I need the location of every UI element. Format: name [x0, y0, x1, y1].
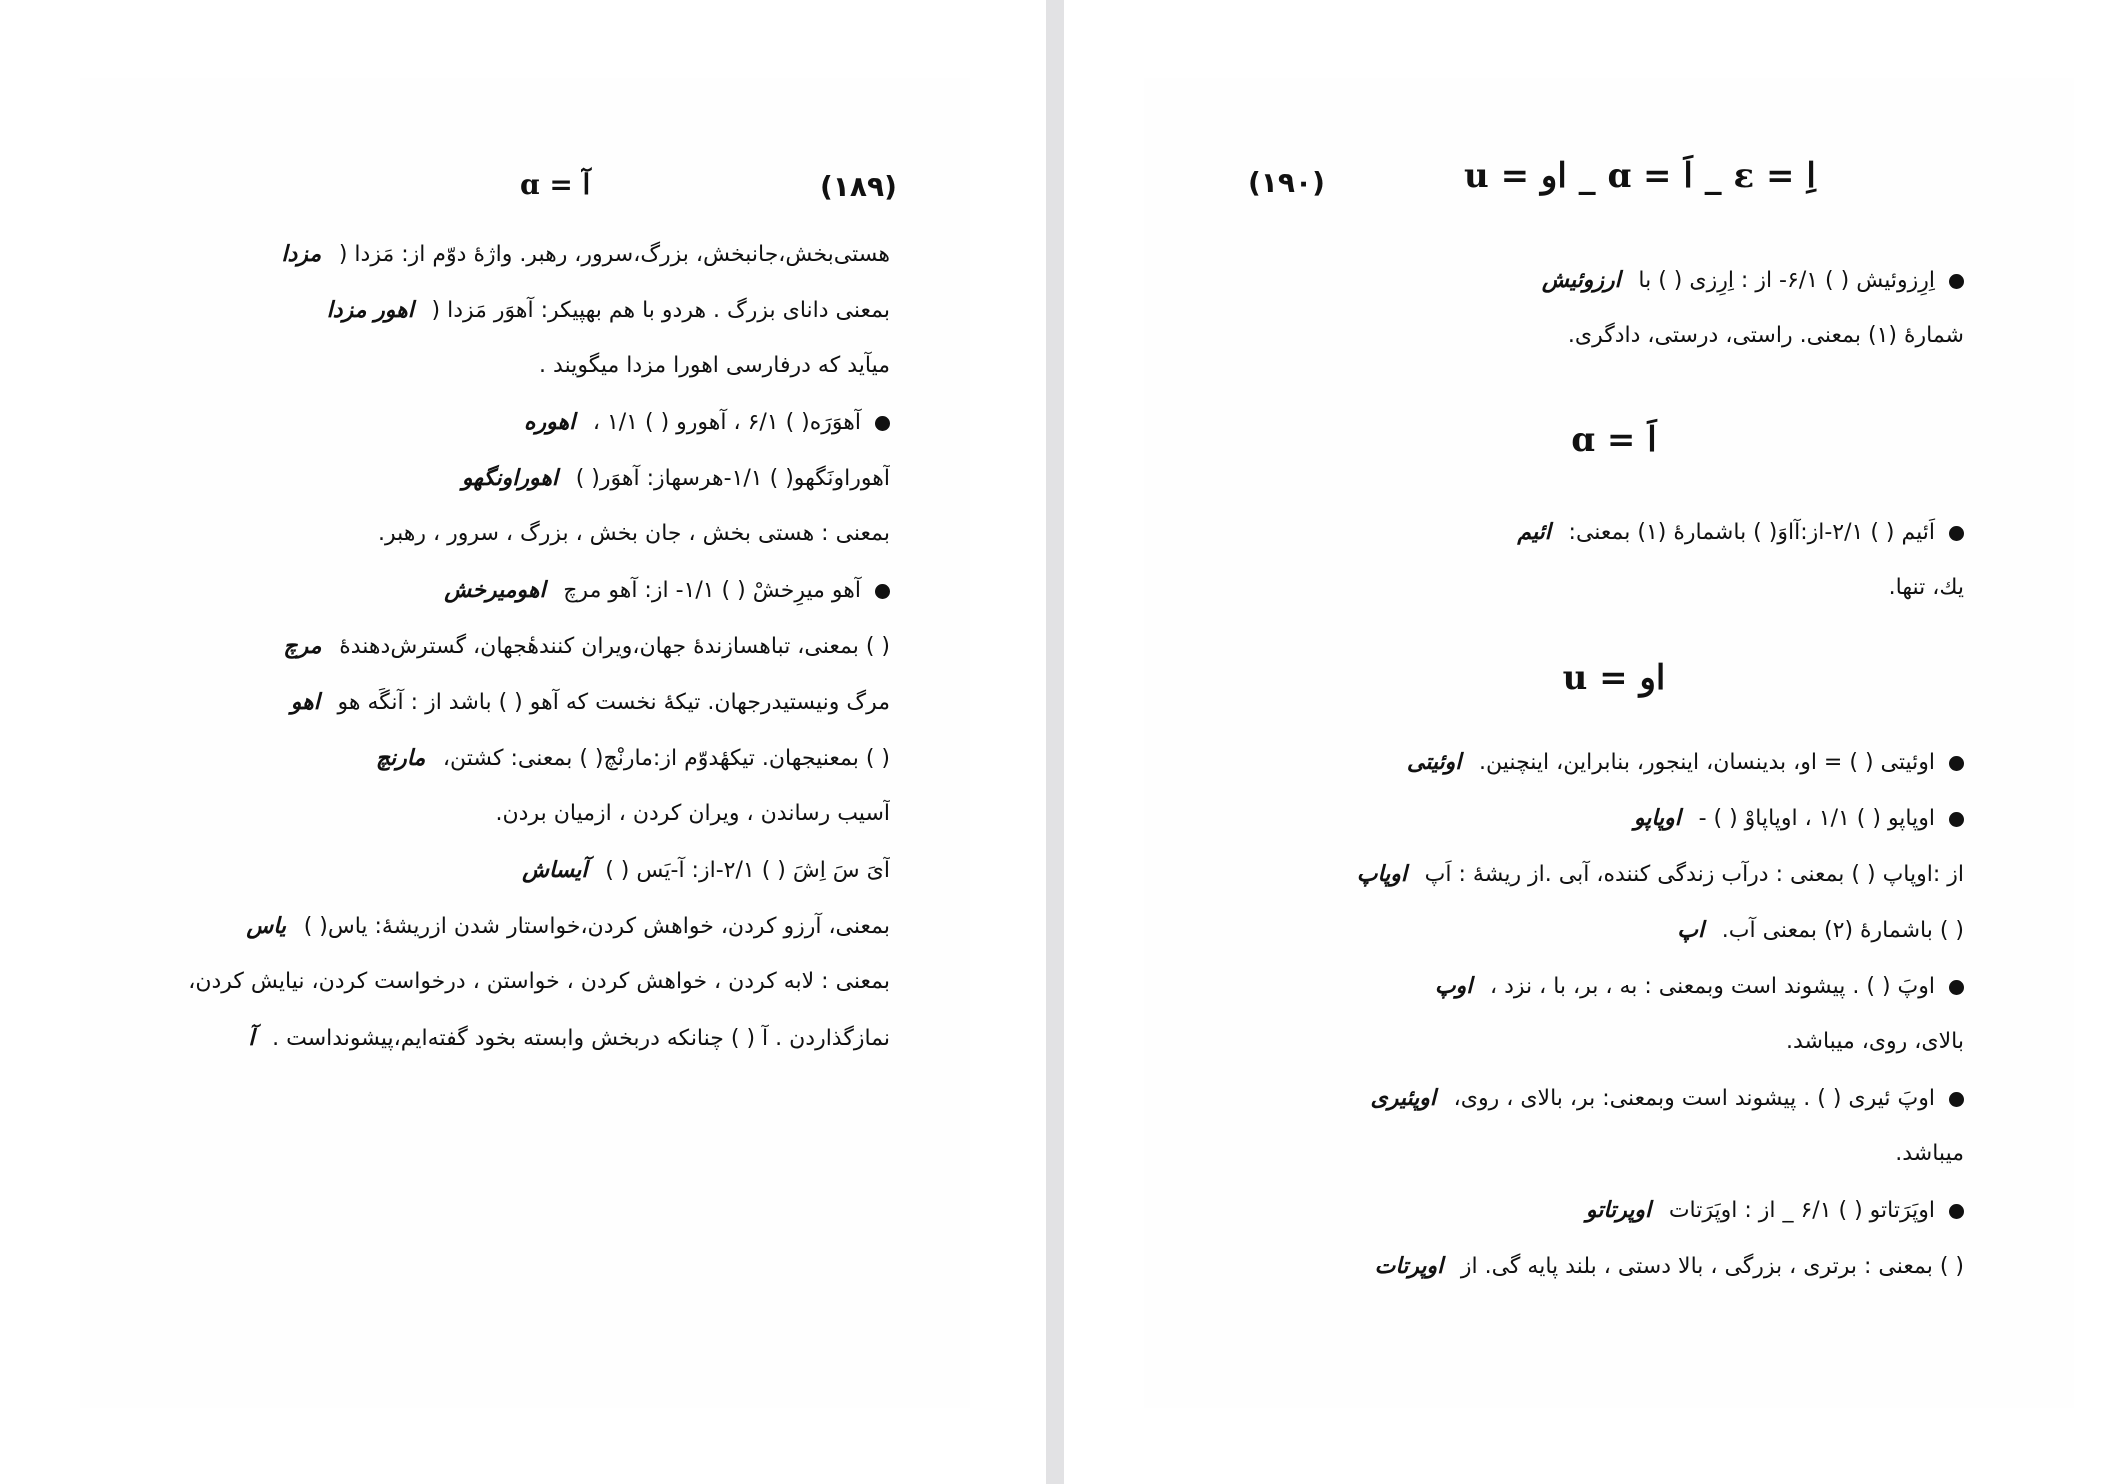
avestan-script: اوپ: [1434, 973, 1480, 999]
line-text: آهوَرَه( ) ۶/۱ ، آهورو ( ) ۱/۱ ،: [592, 410, 861, 435]
line-text: بمعنی : هستی بخش ، جان بخش ، بزرگ ، سرور ، رهبر.: [378, 521, 890, 546]
line-text: ( ) باشمارهٔ (۲) بمعنی آب.: [1721, 918, 1964, 943]
text-line: [1234, 1014, 1964, 1070]
avestan-script: اوپئیری: [1370, 1085, 1444, 1111]
avestan-script: اوپرتاتو: [1585, 1197, 1659, 1223]
text-line: [175, 226, 890, 282]
text-line: [175, 898, 890, 954]
line-text: بمعنی : لابه کردن ، خواهش کردن ، خواستن ، درخواست کردن، نیایش کردن،: [188, 969, 890, 994]
line-text: اوپَ ئیری ( ) . پیشوند است وبمعنی: بر، بالای ، روی،: [1453, 1086, 1935, 1111]
avestan-script: اپ: [1677, 917, 1712, 943]
line-text: بمعنی دانای بزرگ . هردو با هم بهپیکر: آهوَر مَزدا (: [431, 298, 890, 323]
bullet-icon: [1949, 756, 1964, 771]
avestan-script: اوپرتات: [1374, 1253, 1451, 1279]
line-text: آهوراونَگهو( ) ۱/۱-هرسهاز: آهوَر( ): [575, 466, 890, 491]
text-line: [1234, 308, 1964, 364]
line-text: شمارهٔ (۱) بمعنی. راستی، درستی، دادگری.: [1567, 323, 1964, 348]
text-line: [1234, 1126, 1964, 1182]
line-text: اَئیم ( ) ۲/۱-از:آاوَ( ) باشمارهٔ (۱) بمعنی:: [1568, 520, 1935, 545]
text-line: [1234, 902, 1964, 958]
line-text: ( ) بمعنی : برتری ، بزرگی ، بالا دستی ، بلند پایه گی. از: [1460, 1254, 1964, 1279]
right-section-3-text: [1234, 734, 1964, 1294]
line-text: میباشد.: [1895, 1141, 1964, 1166]
line-text: اوپاپو ( ) ۱/۱ ، اوپاپاوْ ( ) -: [1698, 806, 1935, 831]
line-text: میآید که درفارسی اهورا مزدا میگویند .: [539, 353, 890, 378]
avestan-script: مارنچ: [375, 745, 433, 771]
text-line: [175, 506, 890, 562]
text-line: [1234, 734, 1964, 790]
bullet-icon: [1949, 980, 1964, 995]
section-heading: اَ = ɑ: [1571, 420, 1657, 460]
line-text: اوئیتی ( ) = او، بدینسان، اینجور، بنابراین، اینچنین.: [1479, 750, 1935, 775]
line-text: آیَ سَ اِشَ ( ) ۲/۱-از: آ-یَس ( ): [605, 858, 890, 883]
text-line: [175, 562, 890, 618]
line-text: اوپَرَتاتو ( ) ۶/۱ _ از : اوپَرَتات: [1668, 1198, 1935, 1223]
line-text: ( ) بمعنیجهان. تیکهٔدوّم از:مارنْچ( ) بمعنی: کشتن،: [442, 746, 890, 771]
text-line: [1234, 958, 1964, 1014]
line-text: آهو میرِخشْ ( ) ۱/۱- از: آهو مرچ: [563, 578, 861, 603]
bullet-icon: [1949, 1204, 1964, 1219]
text-line: [175, 842, 890, 898]
page-header-letter: آ = ɑ: [520, 168, 591, 201]
text-line: [175, 730, 890, 786]
line-text: نمازگذاردن . آ ( ) چنانکه دربخش وابسته بخود گفته‌ایم،پیشونداست .: [272, 1026, 890, 1051]
avestan-script: اهو: [290, 689, 328, 715]
avestan-script: اهومیرخش: [444, 577, 554, 603]
text-line: [175, 394, 890, 450]
text-line: [1234, 1182, 1964, 1238]
section-heading: او = u: [1562, 658, 1666, 698]
left-page: [0, 0, 1046, 1484]
bullet-icon: [1949, 274, 1964, 289]
avestan-script: اوپاپو: [1633, 805, 1689, 831]
text-line: [1234, 1070, 1964, 1126]
line-text: یك، تنها.: [1888, 575, 1964, 600]
text-line: [1234, 790, 1964, 846]
text-line: [175, 954, 890, 1010]
text-line: [1234, 846, 1964, 902]
bullet-icon: [875, 416, 890, 431]
avestan-script: آ: [248, 1025, 263, 1051]
text-line: [1234, 560, 1964, 616]
bullet-icon: [1949, 1092, 1964, 1107]
line-text: اِرِزوئیش ( ) ۶/۱- از : اِرِزی ( ) با: [1638, 268, 1935, 293]
text-line: [175, 450, 890, 506]
line-text: بمعنی، آرزو کردن، خواهش کردن،خواستار شدن ازریشهٔ: یاس( ): [303, 914, 890, 939]
bullet-icon: [875, 584, 890, 599]
text-line: [175, 1010, 890, 1066]
avestan-script: مزدا: [281, 241, 329, 267]
page-header-letters: اِ = ɛ _ اَ = ɑ _ او = u: [1464, 156, 1816, 196]
text-line: [175, 338, 890, 394]
text-line: [175, 786, 890, 842]
bullet-icon: [1949, 526, 1964, 541]
avestan-script: اوئیتی: [1406, 749, 1470, 775]
line-text: بالای، روی، میباشد.: [1786, 1029, 1964, 1054]
line-text: ( ) بمعنی، تباهسازندهٔ جهان،ویران کنندهٔجهان، گسترش‌دهندهٔ: [339, 634, 890, 659]
page-number: (۱۹۰): [1248, 166, 1325, 199]
text-line: [175, 618, 890, 674]
text-line: [1234, 1238, 1964, 1294]
right-section-2-text: [1234, 504, 1964, 616]
bullet-icon: [1949, 812, 1964, 827]
page-divider: [1046, 0, 1064, 1484]
text-line: [175, 674, 890, 730]
right-page: [1064, 0, 2110, 1484]
page-number: (۱۸۹): [820, 170, 897, 203]
avestan-script: اهوراونگهو: [461, 465, 566, 491]
left-page-text: [175, 226, 890, 1066]
line-text: از :اوپاپ ( ) بمعنی : درآب زندگی کننده، آبی .از ریشهٔ : اَپ: [1424, 862, 1964, 887]
avestan-script: آیساش: [522, 857, 596, 883]
avestan-script: اهور مزدا: [326, 297, 422, 323]
line-text: هستی‌بخش،جانبخش، بزرگ،سرور، رهبر. واژهٔ دوّم از: مَزدا (: [338, 242, 890, 267]
text-line: [1234, 252, 1964, 308]
avestan-script: مرچ: [283, 633, 330, 659]
avestan-script: یاس: [246, 913, 294, 939]
text-line: [1234, 504, 1964, 560]
avestan-script: اهوره: [523, 409, 583, 435]
line-text: آسیب رساندن ، ویران کردن ، ازمیان بردن.: [495, 801, 890, 826]
line-text: مرگ ونیستیدرجهان. تیکهٔ نخست که آهو ( ) باشد از : آنگَه هو: [337, 690, 890, 715]
avestan-script: ارزوئیش: [1541, 267, 1629, 293]
avestan-script: ائیم: [1517, 519, 1559, 545]
right-section-1-text: [1234, 252, 1964, 364]
line-text: اوپَ ( ) . پیشوند است وبمعنی : به ، بر، با ، نزد ،: [1489, 974, 1935, 999]
text-line: [175, 282, 890, 338]
avestan-script: اوپاپ: [1356, 861, 1415, 887]
